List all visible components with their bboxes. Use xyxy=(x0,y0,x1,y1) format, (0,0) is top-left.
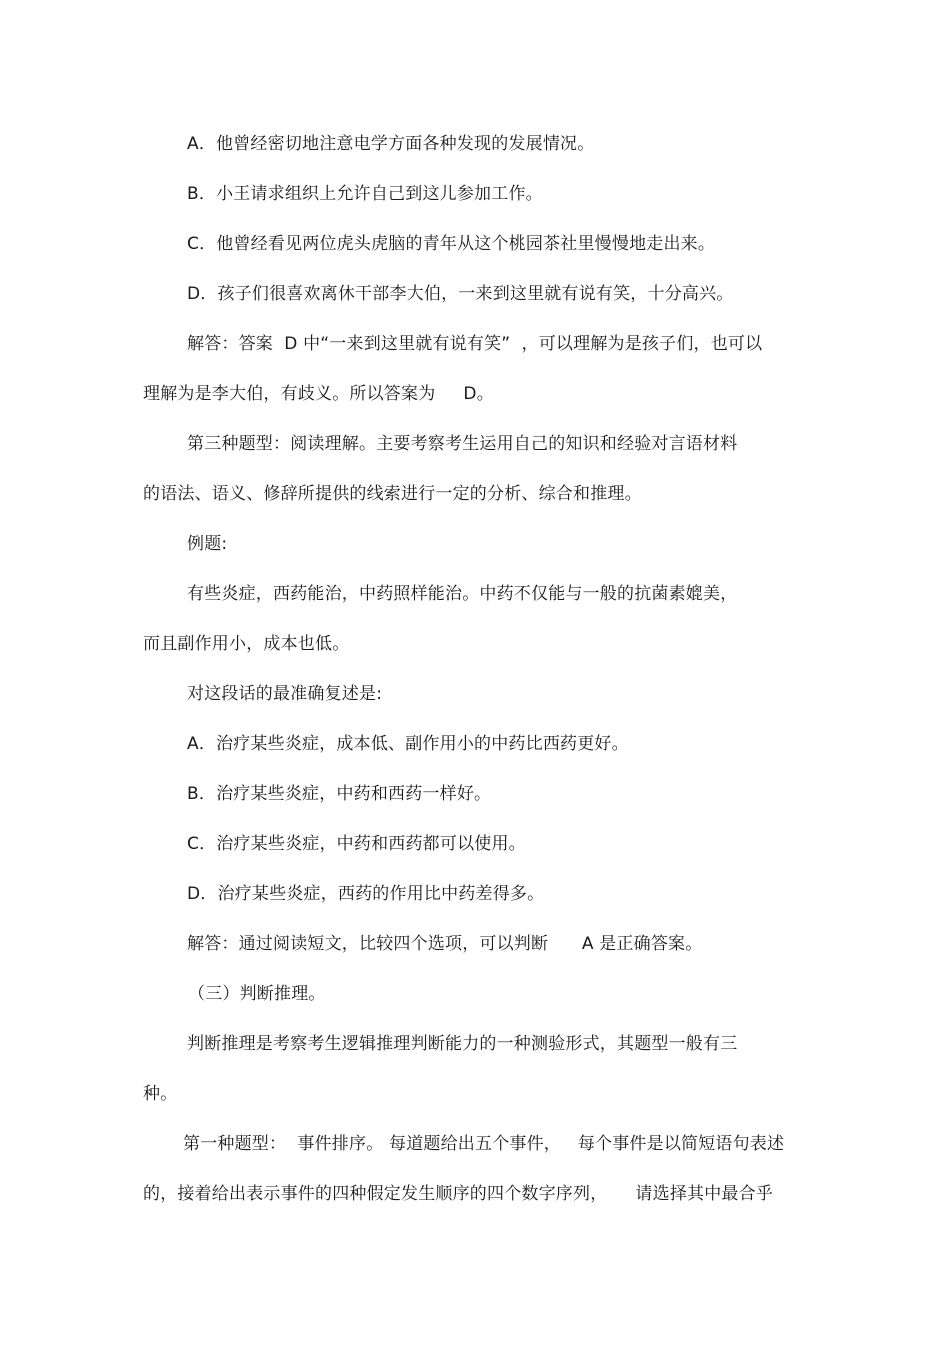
example-paragraph-continuation: 而且副作用小，成本也低。 xyxy=(143,634,350,654)
example-paragraph-line: 有些炎症，西药能治，中药照样能治。中药不仅能与一般的抗菌素媲美， xyxy=(187,584,738,604)
answer-continuation-line: 理解为是李大伯，有歧义。所以答案为 D。 xyxy=(143,384,494,404)
type-one-continuation: 的，接着给出表示事件的四种假定发生顺序的四个数字序列， 请选择其中最合乎 xyxy=(143,1184,774,1204)
reasoning-intro-continuation: 种。 xyxy=(143,1084,178,1104)
example-heading: 例题: xyxy=(187,534,228,554)
reasoning-intro-line: 判断推理是考察考生逻辑推理判断能力的一种测验形式，其题型一般有三 xyxy=(187,1034,738,1054)
answer-two-line: 解答：通过阅读短文，比较四个选项，可以判断 A 是正确答案。 xyxy=(187,934,703,954)
option-c-line: C．他曾经看见两位虎头虎脑的青年从这个桃园茶社里慢慢地走出来。 xyxy=(187,234,716,254)
question-type-three-continuation: 的语法、语义、修辞所提供的线索进行一定的分析、综合和推理。 xyxy=(143,484,642,504)
option-d-line: D．孩子们很喜欢离休干部李大伯，一来到这里就有说有笑，十分高兴。 xyxy=(187,284,734,304)
choice-a-line: A．治疗某些炎症，成本低、副作用小的中药比西药更好。 xyxy=(187,734,629,754)
question-type-three-line: 第三种题型：阅读理解。主要考察考生运用自己的知识和经验对言语材料 xyxy=(187,434,738,454)
choice-c-line: C．治疗某些炎症，中药和西药都可以使用。 xyxy=(187,834,526,854)
choice-d-line: D．治疗某些炎症，西药的作用比中药差得多。 xyxy=(187,884,545,904)
section-heading: （三）判断推理。 xyxy=(188,984,326,1004)
choice-b-line: B．治疗某些炎症，中药和西药一样好。 xyxy=(187,784,492,804)
type-one-line: 第一种题型： 事件排序。 每道题给出五个事件， 每个事件是以简短语句表述 xyxy=(183,1134,785,1154)
answer-line: 解答：答案 D 中“一来到这里就有说有笑” ，可以理解为是孩子们，也可以 xyxy=(187,334,763,354)
option-b-line: B．小王请求组织上允许自己到这儿参加工作。 xyxy=(187,184,543,204)
option-a-line: A．他曾经密切地注意电学方面各种发现的发展情况。 xyxy=(187,134,595,154)
question-prompt: 对这段话的最准确复述是: xyxy=(187,684,383,704)
